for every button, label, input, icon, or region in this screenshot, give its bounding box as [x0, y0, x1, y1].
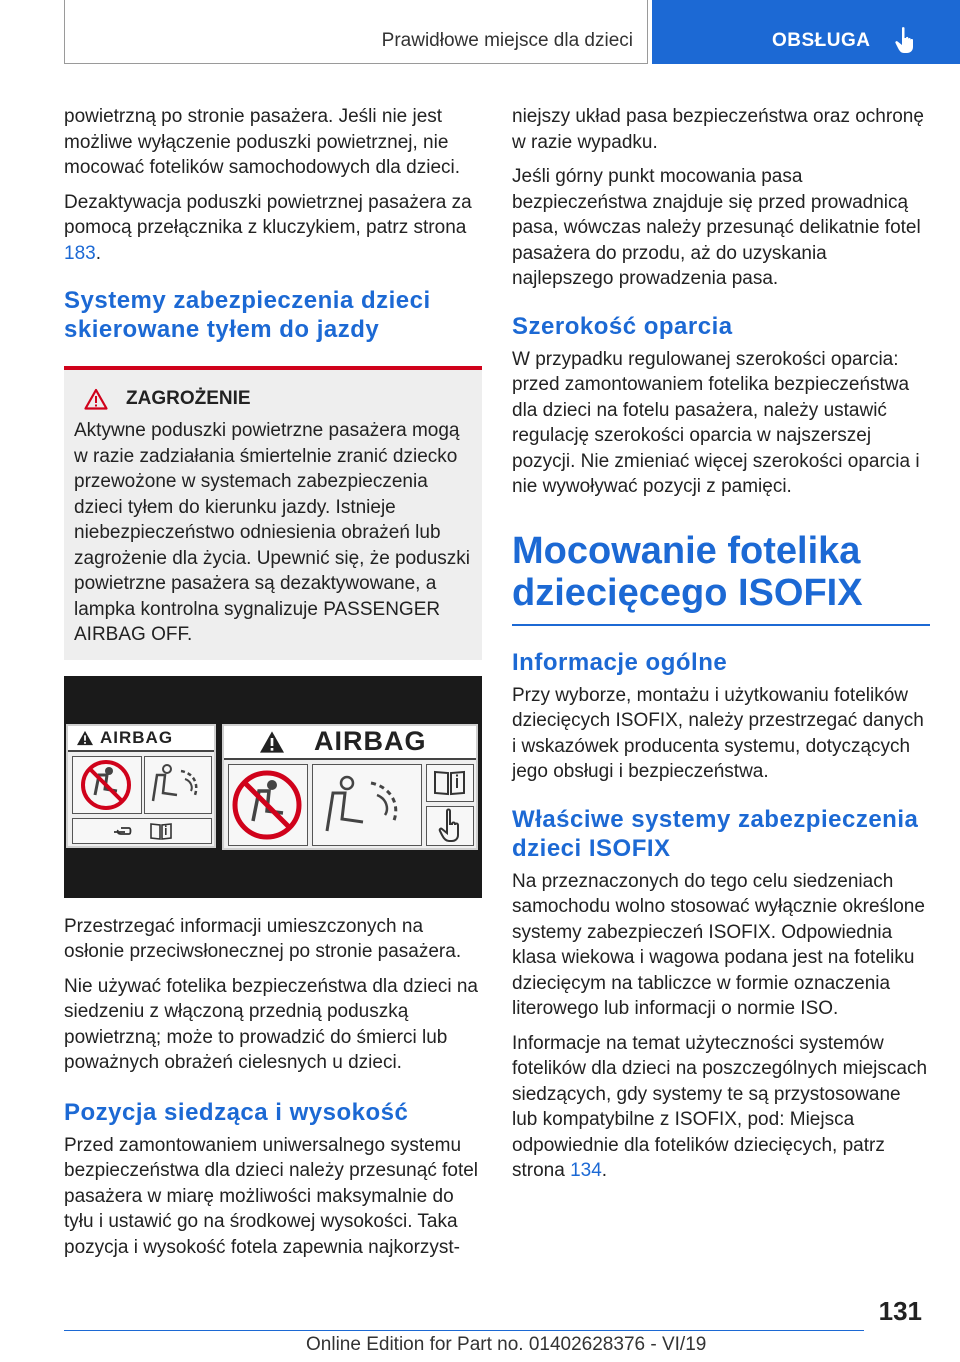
heading-general-info: Informacje ogólne: [512, 648, 728, 676]
airbag-deploy-icon: [144, 756, 212, 814]
manual-book-icon: [426, 764, 474, 802]
warning-box: [64, 366, 482, 660]
left-column: [64, 104, 482, 1269]
warning-text: Aktywne poduszki powietrzne pasażera mogą w razie zadziałania śmiertelnie zranić dziecko przewożone w systemach zabezpieczenia dzieci tyłem do kierunku jazdy. Istnieje niebezpieczeństwo odniesienia obrażeń lub zagrożenie dla życia. Upewnić się, że poduszki powietrzne pasażera są dezaktywowane, a lampka kontrolna sygnalizuje PASSENGER AIRBAG OFF.: [74, 420, 471, 645]
footer-divider: [64, 1330, 864, 1331]
paragraph: W przypadku regulowanej szerokości oparcia: przed zamontowaniem fotelika bezpieczeństwa dla dzieci na fotelu pasażera, należy ustawić regulację szerokości oparcia w najszerszej pozycji. Nie zmieniać więcej szerokości oparcia i nie wywoływać pozycji z pamięci.: [512, 348, 920, 497]
paragraph: niejszy układ pasa bezpieczeństwa oraz ochronę w razie wypadku.: [512, 106, 924, 153]
warning-triangle-icon: [84, 388, 108, 410]
airbag-label-small: [66, 724, 216, 848]
airbag-label-small-footer: [72, 818, 212, 844]
page-link-134[interactable]: 134: [570, 1160, 602, 1181]
page-link-183[interactable]: 183: [64, 242, 96, 264]
paragraph: Nie używać fotelika bezpieczeństwa dla dzieci na siedzeniu z włączoną przednią poduszką powietrzną; może to prowadzić do śmierci lub poważnych obrażeń cielesnych u dzieci.: [64, 975, 478, 1073]
airbag-label-small-text: AIRBAG: [100, 727, 174, 747]
no-rear-child-seat-icon: [72, 756, 142, 814]
heading-seat-position: Pozycja siedząca i wysokość: [64, 1098, 409, 1126]
footer-edition: Online Edition for Part no. 01402628376 - VI/19: [306, 1334, 707, 1355]
airbag-label-small-header: [68, 726, 214, 752]
paragraph-end: .: [601, 1160, 608, 1181]
page-number: 131: [878, 1296, 922, 1326]
section-tab-obsluga[interactable]: [652, 0, 960, 64]
paragraph-text: Dezaktywacja poduszki powietrznej pasażera za pomocą przełącznika z kluczykiem, patrz strona: [64, 191, 472, 238]
header-title-box: [64, 0, 648, 64]
right-column: [512, 104, 930, 1193]
hand-pointer-icon: [894, 26, 916, 54]
heading-rear-facing: Systemy zabezpieczenia dzieci skierowane tyłem do jazdy: [64, 287, 431, 343]
paragraph: Przy wyborze, montażu i użytkowaniu fotelików dziecięcych ISOFIX, należy przestrzegać danych i wskazówek producenta systemu, dotyczących jego obsługi i bezpieczeństwa.: [512, 684, 924, 782]
paragraph: Przestrzegać informacji umieszczonych na osłonie przeciwsłonecznej po stronie pasażera.: [64, 915, 462, 962]
paragraph-text: Informacje na temat użyteczności systemów fotelików dla dzieci na poszczególnych miejscach siedzących, gdy systemy te są przystosowane lub kompatybilne z ISOFIX, pod: Miejsca odpowiednie dla fotelików dziecięcych, patrz strona: [512, 1032, 928, 1181]
heading-proper-isofix: Właściwe systemy zabezpieczenia dzieci ISOFIX: [512, 805, 919, 862]
airbag-warning-label-image: [64, 676, 482, 898]
heading-isofix: Mocowanie fotelika dziecięcego ISOFIX: [512, 529, 863, 614]
warning-header: [74, 388, 472, 410]
paragraph: powietrzną po stronie pasażera. Jeśli nie jest możliwe wyłączenie poduszki powietrznej, nie mocować fotelików samochodowych dla dzieci.: [64, 106, 461, 178]
airbag-label-large-header: [224, 726, 476, 760]
airbag-warning-icon: [76, 730, 94, 746]
warning-title: ZAGROŻENIE: [126, 388, 251, 409]
paragraph: [64, 190, 482, 267]
paragraph-end: .: [95, 242, 101, 264]
paragraph: [512, 1031, 930, 1184]
section-tab-label: OBSŁUGA: [772, 30, 871, 51]
no-rear-child-seat-icon: [228, 764, 308, 846]
paragraph: Przed zamontowaniem uniwersalnego systemu bezpieczeństwa dla dzieci należy przesunąć fotel pasażera w miarę możliwości maksymalnie do tyłu i ustawić go na środkowej wysokości. Taka pozycja i wysokość fotela zapewnia najkorzyst-: [64, 1134, 479, 1258]
heading-underline: [512, 624, 930, 626]
page-section-title: Prawidłowe miejsce dla dzieci: [381, 30, 633, 51]
paragraph: Na przeznaczonych do tego celu siedzeniach samochodu wolno stosować wyłącznie określone systemy zabezpieczeń ISOFIX. Odpowiednia klasa wiekowa i wagowa podana jest na foteliku dziecięcym na tabliczce w formie oznaczenia literowego lub informacji o normie ISO.: [512, 870, 925, 1019]
airbag-label-large: [222, 724, 478, 850]
finger-pointer-icon: [113, 823, 135, 839]
finger-pointer-icon: [426, 806, 474, 846]
manual-book-icon: [149, 822, 173, 840]
heading-backrest-width: Szerokość oparcia: [512, 312, 733, 340]
airbag-label-large-text: AIRBAG: [314, 726, 427, 756]
paragraph: Jeśli górny punkt mocowania pasa bezpieczeństwa znajduje się przed prowadnicą pasa, wówczas należy przesunąć delikatnie fotel pasażera do przodu, aż do uzyskania najlepszego prowadzenia pasa.: [512, 166, 921, 289]
airbag-deploy-icon: [312, 764, 422, 846]
airbag-warning-icon: [258, 730, 286, 754]
